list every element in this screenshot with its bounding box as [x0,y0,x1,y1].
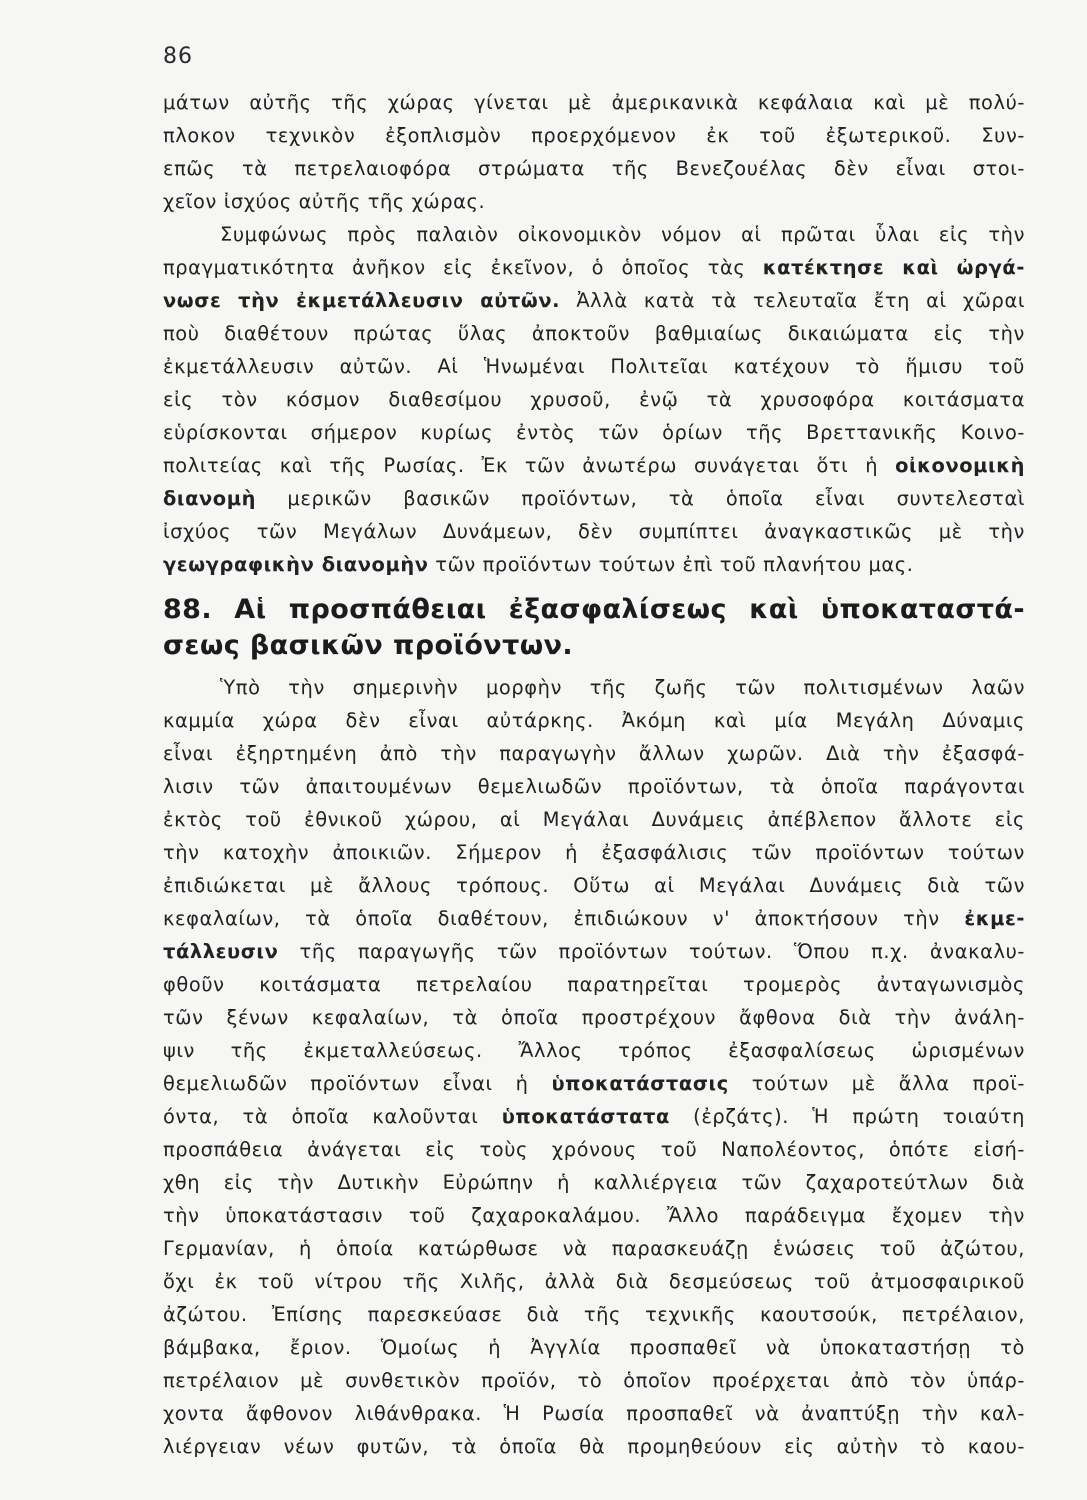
bold-term: τάλλευσιν [163,940,279,963]
text-line: ἀζώτου. Ἐπίσης παρεσκεύασε διὰ τῆς τεχνικῆς καουτσούκ, πετρέλαιον, [163,1303,1025,1326]
text-run: Ἀλλὰ κατὰ τὰ τελευταῖα ἔτη αἱ χῶραι [560,289,1025,312]
text-run: μερικῶν βασικῶν προϊόντων, τὰ ὁποῖα εἶναι συντελεσταὶ [256,487,1025,510]
text-line: Γερμανίαν, ἡ ὁποία κατώρθωσε νὰ παρασκευάζῃ ἑνώσεις τοῦ ἀζώτου, [163,1237,1025,1260]
bold-term: νωσε τὴν ἐκμετάλλευσιν αὐτῶν. [163,289,561,312]
text-line: φθοῦν κοιτάσματα πετρελαίου παρατηρεῖται τρομερὸς ἀνταγωνισμὸς [163,973,1025,996]
text-line [163,255,1025,281]
text-run: τῆς παραγωγῆς τῶν προϊόντων τούτων. Ὅπου π.χ. ἀνακαλυ- [278,940,1025,963]
text-line [163,939,1025,965]
text-line: χθη εἰς τὴν Δυτικὴν Εὐρώπην ἡ καλλιέργεια τῶν ζαχαροτεύτλων διὰ [163,1171,1025,1194]
text-line: καμμία χώρα δὲν εἶναι αὐτάρκης. Ἀκόμη καὶ μία Μεγάλη Δύναμις [163,709,1025,732]
text-line: Συμφώνως πρὸς παλαιὸν οἰκονομικὸν νόμον αἱ πρῶται ὗλαι εἰς τὴν [220,223,1025,246]
text-run: πραγματικότητα ἀνῆκον εἰς ἐκεῖνον, ὁ ὁποῖος τὰς [163,256,763,279]
page-number: 86 [163,44,193,69]
text-line: ἐκτὸς τοῦ ἐθνικοῦ χώρου, αἱ Μεγάλαι Δυνάμεις ἀπέβλεπον ἄλλοτε εἰς [163,808,1025,831]
text-line: προσπάθεια ἀνάγεται εἰς τοὺς χρόνους τοῦ Ναπολέοντος, ὁπότε εἰσή- [163,1138,1025,1161]
bold-term: ὑποκατάστατα [501,1105,670,1128]
text-line: εὑρίσκονται σήμερον κυρίως ἐντὸς τῶν ὁρίων τῆς Βρεττανικῆς Κοινο- [163,421,1025,444]
bold-term: οἰκονομικὴ [895,454,1025,477]
section-heading-continued: σεως βασικῶν προϊόντων. [163,630,574,661]
text-line [163,1071,1025,1097]
text-line: τὴν ὑποκατάστασιν τοῦ ζαχαροκαλάμου. Ἄλλο παράδειγμα ἔχομεν τὴν [163,1204,1025,1227]
text-line: τῶν ξένων κεφαλαίων, τὰ ὁποῖα προστρέχουν ἄφθονα διὰ τὴν ἀνάλη- [163,1006,1025,1029]
text-line [163,552,1025,578]
text-line: τὴν κατοχὴν ἀποικιῶν. Σήμερον ἡ ἐξασφάλισις τῶν προϊόντων τούτων [163,841,1025,864]
bold-term: διανομὴ [163,487,257,510]
text-run: τούτων μὲ ἄλλα προϊ- [728,1072,1025,1095]
text-line: χοντα ἄφθονον λιθάνθρακα. Ἡ Ρωσία προσπαθεῖ νὰ ἀναπτύξῃ τὴν καλ- [163,1402,1025,1425]
text-line: εἰς τὸν κόσμον διαθεσίμου χρυσοῦ, ἐνῷ τὰ χρυσοφόρα κοιτάσματα [163,388,1025,411]
text-run: πολιτείας καὶ τῆς Ρωσίας. Ἐκ τῶν ἀνωτέρω συνάγεται ὅτι ἡ [163,454,896,477]
text-line: επῶς τὰ πετρελαιοφόρα στρώματα τῆς Βενεζουέλας δὲν εἶναι στοι- [163,157,1025,180]
text-run: κεφαλαίων, τὰ ὁποῖα διαθέτουν, ἐπιδιώκουν ν' ἀποκτήσουν τὴν [163,907,965,930]
text-line: ἐκμετάλλευσιν αὐτῶν. Αἱ Ἡνωμέναι Πολιτεῖαι κατέχουν τὸ ἥμισυ τοῦ [163,355,1025,378]
text-line: χεῖον ἰσχύος αὐτῆς τῆς χώρας. [163,190,486,213]
text-line: λισιν τῶν ἀπαιτουμένων θεμελιωδῶν προϊόντων, τὰ ὁποῖα παράγονται [163,775,1025,798]
text-run: (ἐρζάτς). Ἡ πρώτη τοιαύτη [669,1105,1025,1128]
text-line: Ὑπὸ τὴν σημερινὴν μορφὴν τῆς ζωῆς τῶν πολιτισμένων λαῶν [220,676,1025,699]
text-line: ἐπιδιώκεται μὲ ἄλλους τρόπους. Οὕτω αἱ Μεγάλαι Δυνάμεις διὰ τῶν [163,874,1025,897]
text-run: τῶν προϊόντων τούτων ἐπὶ τοῦ πλανήτου μας. [428,553,914,576]
text-line: ὄχι ἐκ τοῦ νίτρου τῆς Χιλῆς, ἀλλὰ διὰ δεσμεύσεως τοῦ ἀτμοσφαιρικοῦ [163,1270,1025,1293]
bold-term: κατέκτησε καὶ ὠργά- [762,256,1025,279]
text-line [163,486,1025,512]
text-line: λιέργειαν νέων φυτῶν, τὰ ὁποῖα θὰ προμηθεύουν εἰς αὐτὴν τὸ καου- [163,1435,1025,1458]
text-line: ποὺ διαθέτουν πρώτας ὕλας ἀποκτοῦν βαθμιαίως δικαιώματα εἰς τὴν [163,322,1025,345]
text-line: πετρέλαιον μὲ συνθετικὸν προϊόν, τὸ ὁποῖον προέρχεται ἀπὸ τὸν ὑπάρ- [163,1369,1025,1392]
text-line: βάμβακα, ἔριον. Ὁμοίως ἡ Ἀγγλία προσπαθεῖ νὰ ὑποκαταστήσῃ τὸ [163,1336,1025,1359]
bold-term: γεωγραφικὴν διανομὴν [163,553,429,576]
text-line: ἰσχύος τῶν Μεγάλων Δυνάμεων, δὲν συμπίπτει ἀναγκαστικῶς μὲ τὴν [163,520,1025,543]
text-line [163,288,1025,314]
text-line: μάτων αὐτῆς τῆς χώρας γίνεται μὲ ἀμερικανικὰ κεφάλαια καὶ μὲ πολύ- [163,91,1025,114]
bold-term: ὑποκατάστασις [551,1072,729,1095]
text-line: εἶναι ἐξηρτημένη ἀπὸ τὴν παραγωγὴν ἄλλων χωρῶν. Διὰ τὴν ἐξασφά- [163,742,1025,765]
section-heading: 88. Αἱ προσπάθειαι ἐξασφαλίσεως καὶ ὑποκαταστά- [163,594,1025,625]
text-line [163,453,1025,479]
bold-term: ἐκμε- [964,907,1025,930]
text-line: πλοκον τεχνικὸν ἐξοπλισμὸν προερχόμενον ἐκ τοῦ ἐξωτερικοῦ. Συν- [163,124,1025,147]
text-run: όντα, τὰ ὁποῖα καλοῦνται [163,1105,502,1128]
text-line: ψιν τῆς ἐκμεταλλεύσεως. Ἄλλος τρόπος ἐξασφαλίσεως ὡρισμένων [163,1039,1025,1062]
text-run: θεμελιωδῶν προϊόντων εἶναι ἡ [163,1072,552,1095]
text-line [163,906,1025,932]
text-line [163,1104,1025,1130]
